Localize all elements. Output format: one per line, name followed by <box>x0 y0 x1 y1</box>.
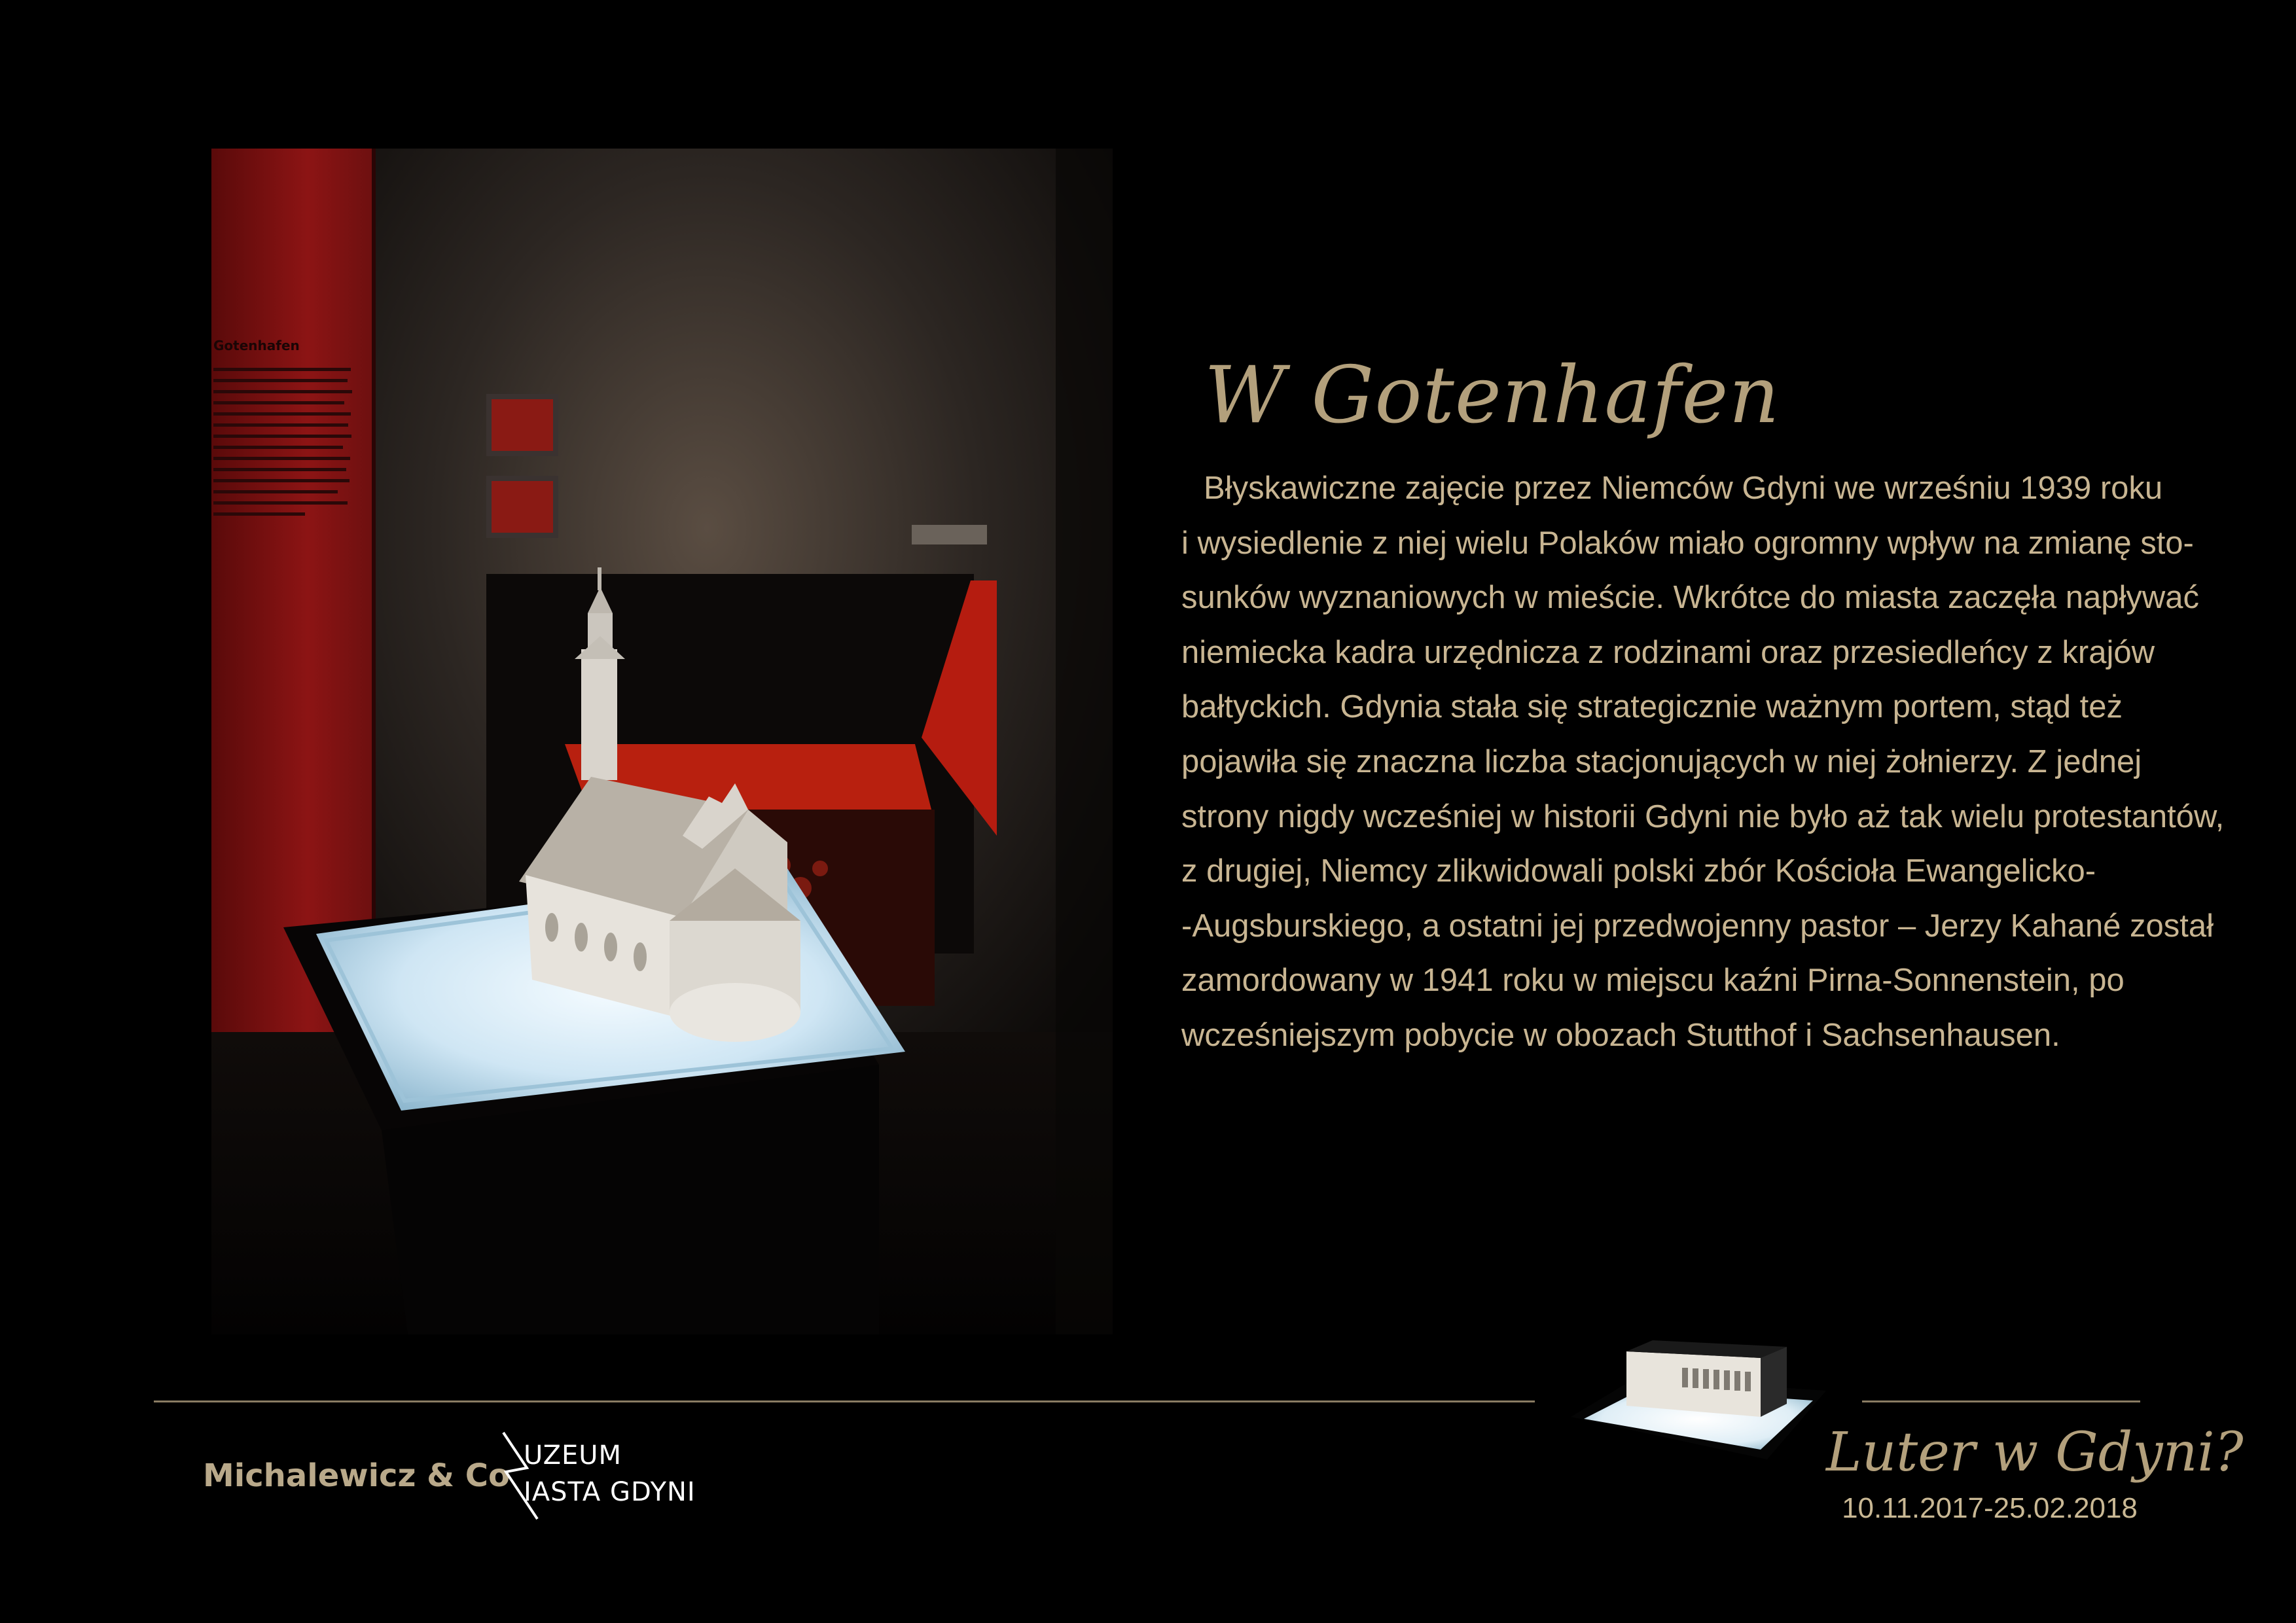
article-line: -Augsburskiego, a ostatni jej przedwojenny pastor – Jerzy Kahané został <box>1181 908 2214 944</box>
exhibit-photo <box>211 149 1113 1334</box>
museum-logo <box>501 1430 717 1522</box>
article-body <box>1181 461 2225 1063</box>
article-line: Błyskawiczne zajęcie przez Niemców Gdyni we wrześniu 1939 roku <box>1204 471 2163 506</box>
article-line: wcześniejszym pobycie w obozach Stutthof i Sachsenhausen. <box>1181 1017 2060 1053</box>
exhibition-title: Luter w Gdyni? <box>1826 1421 2244 1484</box>
footer-divider-right <box>1862 1400 2140 1402</box>
article-line: strony nigdy wcześniej w historii Gdyni nie było aż tak wielu protestantów, <box>1181 798 2225 834</box>
wall-panel-heading: Gotenhafen <box>213 338 300 353</box>
sponsor-logo: Michalewicz & Co <box>203 1457 510 1494</box>
footer-divider-left <box>154 1400 1535 1402</box>
article-line: zamordowany w 1941 roku w miejscu kaźni Pirna-Sonnenstein, po <box>1181 963 2125 999</box>
museum-logo-line1: UZEUM <box>524 1440 622 1471</box>
exhibition-dates: 10.11.2017-25.02.2018 <box>1842 1492 2138 1524</box>
article-line: bałtyckich. Gdynia stała się strategicznie ważnym portem, stąd też <box>1181 689 2123 725</box>
article-title: W Gotenhafen <box>1204 350 1780 441</box>
article-line: sunków wyznaniowych w mieście. Wkrótce do miasta zaczęła napływać <box>1181 580 2199 616</box>
museum-building-icon <box>1564 1329 1839 1479</box>
article-line: z drugiej, Niemcy zlikwidowali polski zbór Kościoła Ewangelicko- <box>1181 853 2096 889</box>
article-line: niemiecka kadra urzędnicza z rodzinami oraz przesiedleńcy z krajów <box>1181 634 2155 670</box>
article-line: pojawiła się znaczna liczba stacjonujących w niej żołnierzy. Z jednej <box>1181 743 2142 779</box>
museum-logo-line2: IASTA GDYNI <box>524 1477 696 1507</box>
article-line: i wysiedlenie z niej wielu Polaków miało ogromny wpływ na zmianę sto- <box>1181 525 2194 561</box>
